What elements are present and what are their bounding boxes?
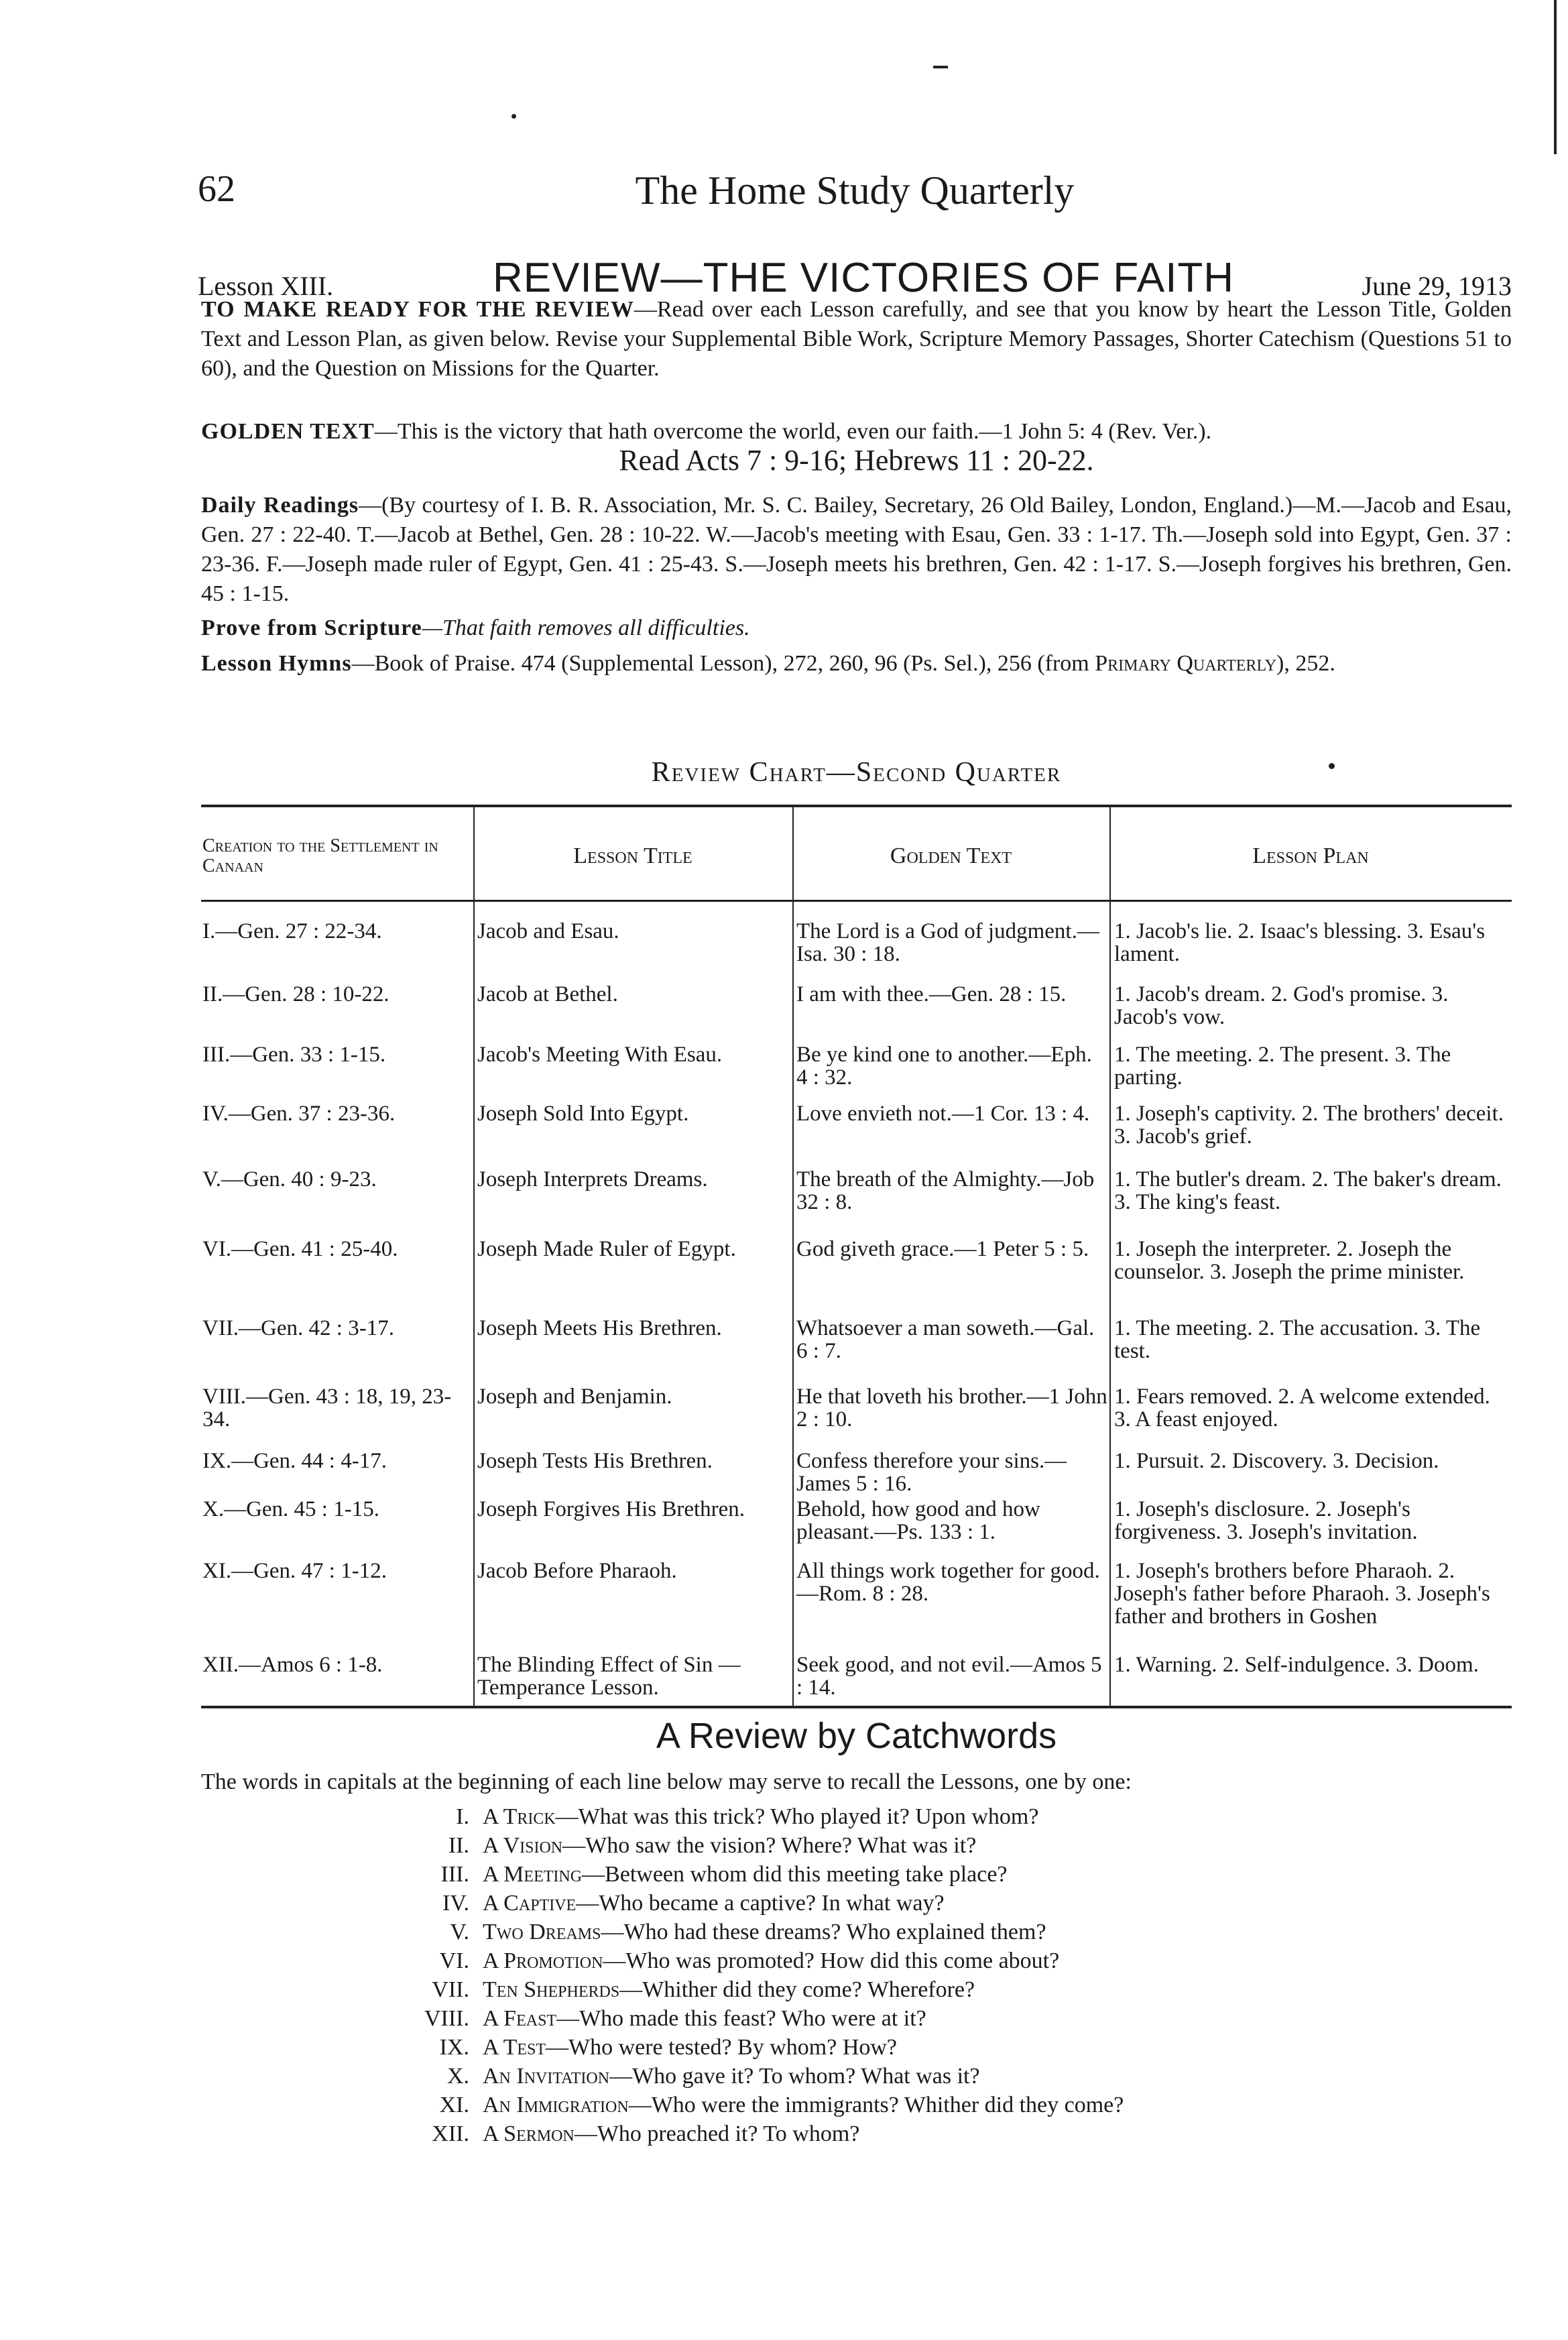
lesson-reference: VI.—Gen. 41 : 25-40. — [202, 1237, 398, 1261]
prove-lead: Prove from Scripture — [201, 616, 422, 640]
golden-text-cell: He that loveth his brother.—1 John 2 : 10. — [796, 1385, 1107, 1431]
list-item — [362, 1975, 1502, 2004]
column-header: Creation to the Settlement in Canaan — [202, 835, 438, 876]
lesson-plan-cell: 1. Warning. 2. Self-indulgence. 3. Doom. — [1114, 1653, 1479, 1677]
catchword: A Promotion — [483, 1948, 603, 1973]
lesson-reference: VIII.—Gen. 43 : 18, 19, 23-34. — [202, 1385, 452, 1431]
lesson-title-cell: Joseph Meets His Brethren. — [477, 1316, 722, 1340]
lesson-plan-cell: 1. Joseph the interpreter. 2. Joseph the counselor. 3. Joseph the prime minister. — [1114, 1237, 1465, 1284]
lesson-plan-cell: 1. Jacob's dream. 2. God's promise. 3. Jacob's vow. — [1114, 982, 1449, 1029]
prove-text: —That faith removes all difficulties. — [422, 616, 750, 640]
hymns-paragraph — [201, 649, 1512, 679]
lesson-plan-cell: 1. Joseph's captivity. 2. The brothers' deceit. 3. Jacob's grief. — [1114, 1102, 1504, 1149]
catchword-question: —Who made this feast? Who were at it? — [556, 2006, 926, 2031]
margin-rule — [1554, 0, 1557, 154]
item-number: X. — [446, 2064, 469, 2089]
list-item — [362, 1918, 1502, 1946]
lesson-plan-cell: 1. Jacob's lie. 2. Isaac's blessing. 3. Esau's lament. — [1114, 919, 1486, 966]
lesson-reference: V.—Gen. 40 : 9-23. — [202, 1167, 377, 1191]
catchword-question: —What was this trick? Who played it? Upon whom? — [555, 1804, 1039, 1829]
golden-text-cell: Confess therefore your sins.—James 5 : 16. — [796, 1449, 1067, 1496]
catchword-question: —Who had these dreams? Who explained them? — [601, 1920, 1046, 1944]
catchword-question: —Who were tested? By whom? How? — [546, 2035, 898, 2060]
daily-readings-lead: Daily Readings — [201, 493, 359, 518]
lesson-title-cell: Jacob's Meeting With Esau. — [477, 1043, 723, 1067]
golden-text-cell: Behold, how good and how pleasant.—Ps. 133 : 1. — [796, 1497, 1040, 1544]
golden-text-body: —This is the victory that hath overcome the world, even our faith.—1 John 5: 4 (Rev. Ver.). — [374, 419, 1212, 444]
hymns-text: —Book of Praise. 474 (Supplemental Lesson), 272, 260, 96 (Ps. Sel.), 256 (from — [351, 651, 1095, 676]
golden-text-cell: Be ye kind one to another.—Eph. 4 : 32. — [796, 1043, 1092, 1090]
lesson-title-cell: Joseph Tests His Brethren. — [477, 1449, 713, 1473]
item-number: V. — [450, 1920, 469, 1944]
lesson-number: Lesson XIII. — [198, 271, 334, 301]
chart-title: Review Chart—Second Quarter — [651, 757, 1062, 788]
item-number: VIII. — [424, 2006, 469, 2031]
page-number: 62 — [198, 168, 235, 210]
lesson-date: June 29, 1913 — [1362, 271, 1512, 301]
daily-readings-paragraph — [201, 491, 1512, 609]
column-header: Lesson Title — [573, 843, 692, 868]
lesson-title-cell: The Blinding Effect of Sin —Temperance Lesson. — [477, 1653, 741, 1700]
print-mark — [933, 66, 948, 68]
golden-text-paragraph — [201, 417, 1512, 447]
golden-text-cell: All things work together for good.—Rom. 8 : 28. — [796, 1559, 1100, 1606]
lesson-title: REVIEW—THE VICTORIES OF FAITH — [493, 255, 1235, 301]
golden-text-lead: GOLDEN TEXT — [201, 419, 375, 444]
column-header: Golden Text — [890, 843, 1012, 868]
catchword: A Vision — [483, 1833, 563, 1858]
catchword-question: —Between whom did this meeting take place? — [582, 1862, 1008, 1887]
review-chart-table — [201, 805, 1512, 1708]
golden-text-cell: The Lord is a God of judgment.—Isa. 30 : 18. — [796, 919, 1099, 966]
lesson-title-cell: Joseph Made Ruler of Egypt. — [477, 1237, 736, 1261]
item-number: XI. — [439, 2093, 469, 2117]
lesson-title-cell: Jacob Before Pharaoh. — [477, 1559, 677, 1583]
golden-text-cell: Love envieth not.—1 Cor. 13 : 4. — [796, 1102, 1090, 1126]
lesson-reference: I.—Gen. 27 : 22-34. — [202, 919, 382, 943]
catchwords-intro: The words in capitals at the beginning of each line below may serve to recall the Lessons, one by one: — [201, 1769, 1132, 1794]
list-item — [362, 1860, 1502, 1889]
list-item — [362, 1889, 1502, 1918]
item-number: VI. — [439, 1948, 469, 1973]
read-reference: Read Acts 7 : 9-16; Hebrews 11 : 20-22. — [619, 444, 1094, 477]
list-item — [362, 2004, 1502, 2033]
list-item — [362, 1802, 1502, 1831]
lesson-reference: III.—Gen. 33 : 1-15. — [202, 1043, 386, 1067]
lesson-plan-cell: 1. Joseph's brothers before Pharaoh. 2. Joseph's father before Pharaoh. 3. Joseph's father and brothers in Goshen — [1114, 1559, 1490, 1629]
list-item — [362, 1946, 1502, 1975]
item-number: IV. — [442, 1891, 469, 1916]
item-number: XII. — [432, 2121, 469, 2146]
list-item — [362, 2062, 1502, 2091]
item-number: IX. — [439, 2035, 469, 2060]
column-rule — [1109, 807, 1111, 1706]
lesson-reference: IV.—Gen. 37 : 23-36. — [202, 1102, 396, 1126]
lesson-title-cell: Joseph and Benjamin. — [477, 1385, 672, 1409]
item-number: I. — [456, 1804, 469, 1829]
lesson-title-cell: Jacob and Esau. — [477, 919, 619, 943]
lesson-title-cell: Joseph Interprets Dreams. — [477, 1167, 708, 1191]
hymns-lead: Lesson Hymns — [201, 651, 352, 676]
catchword: Two Dreams — [483, 1920, 601, 1944]
catchword: Ten Shepherds — [483, 1977, 620, 2002]
make-ready-paragraph — [201, 295, 1512, 384]
catchwords-title: A Review by Catchwords — [656, 1716, 1057, 1756]
item-number: II. — [448, 1833, 469, 1858]
lesson-title-cell: Joseph Forgives His Brethren. — [477, 1497, 745, 1521]
journal-title: The Home Study Quarterly — [635, 168, 1075, 213]
header-rule — [201, 900, 1512, 902]
catchword-question: —Who gave it? To whom? What was it? — [609, 2064, 980, 2089]
print-dot — [1329, 763, 1335, 769]
lesson-plan-cell: 1. Fears removed. 2. A welcome extended. 3. A feast enjoyed. — [1114, 1385, 1490, 1431]
lesson-reference: IX.—Gen. 44 : 4-17. — [202, 1449, 387, 1473]
column-header: Lesson Plan — [1252, 843, 1369, 868]
catchword: An Invitation — [483, 2064, 610, 2089]
hymns-text-end: ), 252. — [1276, 651, 1335, 676]
lesson-title-cell: Joseph Sold Into Egypt. — [477, 1102, 689, 1126]
catchword: An Immigration — [483, 2093, 629, 2117]
list-item — [362, 2091, 1502, 2119]
primary-quarterly: Primary Quarterly — [1095, 651, 1277, 676]
column-rule — [792, 807, 794, 1706]
column-rule — [473, 807, 475, 1706]
make-ready-lead: TO MAKE READY FOR THE REVIEW — [201, 297, 634, 322]
make-ready-text: —Read over each Lesson carefully, and see that you know by heart the Lesson Title, Golden Text and Lesson Plan, as given below. Revise your Supplemental Bible Work, Scripture Memory Passages, Shorter Catechism (Questions 51 to 60), and the Question on Missions for the Quarter. — [201, 297, 1512, 381]
catchword: A Meeting — [483, 1862, 583, 1887]
list-item — [362, 1831, 1502, 1860]
catchword-question: —Who were the immigrants? Whither did they come? — [628, 2093, 1124, 2117]
catchword: A Feast — [483, 2006, 557, 2031]
lesson-plan-cell: 1. Pursuit. 2. Discovery. 3. Decision. — [1114, 1449, 1439, 1473]
lesson-plan-cell: 1. Joseph's disclosure. 2. Joseph's forgiveness. 3. Joseph's invitation. — [1114, 1497, 1418, 1544]
catchword-question: —Who was promoted? How did this come about? — [603, 1948, 1060, 1973]
catchword: A Test — [483, 2035, 546, 2060]
catchword-question: —Who saw the vision? Where? What was it? — [562, 1833, 977, 1858]
item-number: VII. — [432, 1977, 469, 2002]
catchword-question: —Who became a captive? In what way? — [576, 1891, 945, 1916]
golden-text-cell: Whatsoever a man soweth.—Gal. 6 : 7. — [796, 1316, 1095, 1363]
lesson-plan-cell: 1. The butler's dream. 2. The baker's dream. 3. The king's feast. — [1114, 1167, 1502, 1214]
running-header — [198, 168, 1512, 221]
catchword-question: —Whither did they come? Wherefore? — [619, 1977, 975, 2002]
lesson-reference: XII.—Amos 6 : 1-8. — [202, 1653, 383, 1677]
print-dot — [511, 114, 516, 119]
catchword: A Sermon — [483, 2121, 575, 2146]
lesson-reference: VII.—Gen. 42 : 3-17. — [202, 1316, 394, 1340]
list-item — [362, 2119, 1502, 2148]
prove-paragraph — [201, 613, 1512, 643]
golden-text-cell: The breath of the Almighty.—Job 32 : 8. — [796, 1167, 1095, 1214]
lesson-reference: XI.—Gen. 47 : 1-12. — [202, 1559, 387, 1583]
golden-text-cell: Seek good, and not evil.—Amos 5 : 14. — [796, 1653, 1102, 1700]
catchword: A Captive — [483, 1891, 577, 1916]
golden-text-cell: I am with thee.—Gen. 28 : 15. — [796, 982, 1067, 1006]
catchword-question: —Who preached it? To whom? — [574, 2121, 860, 2146]
lesson-reference: II.—Gen. 28 : 10-22. — [202, 982, 389, 1006]
lesson-title-cell: Jacob at Bethel. — [477, 982, 618, 1006]
catchwords-list — [362, 1802, 1502, 2148]
catchword: A Trick — [483, 1804, 556, 1829]
lesson-plan-cell: 1. The meeting. 2. The present. 3. The parting. — [1114, 1043, 1451, 1090]
lesson-reference: X.—Gen. 45 : 1-15. — [202, 1497, 379, 1521]
item-number: III. — [440, 1862, 469, 1887]
daily-readings-text: —(By courtesy of I. B. R. Association, Mr. S. C. Bailey, Secretary, 26 Old Bailey, London, England.)—M.—Jacob and Esau, Gen. 27 : 22-40. T.—Jacob at Bethel, Gen. 28 : 10-22. W.—Jacob's meeting with Esau, Gen. 33 : 1-17. Th.—Joseph sold into Egypt, Gen. 37 : 23-36. F.—Joseph made ruler of Egypt, Gen. 41 : 25-43. S.—Joseph meets his brethren, Gen. 42 : 1-17. S.—Joseph forgives his brethren, Gen. 45 : 1-15. — [201, 493, 1512, 606]
list-item — [362, 2033, 1502, 2062]
lesson-heading — [198, 248, 1512, 302]
lesson-plan-cell: 1. The meeting. 2. The accusation. 3. The test. — [1114, 1316, 1481, 1363]
golden-text-cell: God giveth grace.—1 Peter 5 : 5. — [796, 1237, 1089, 1261]
